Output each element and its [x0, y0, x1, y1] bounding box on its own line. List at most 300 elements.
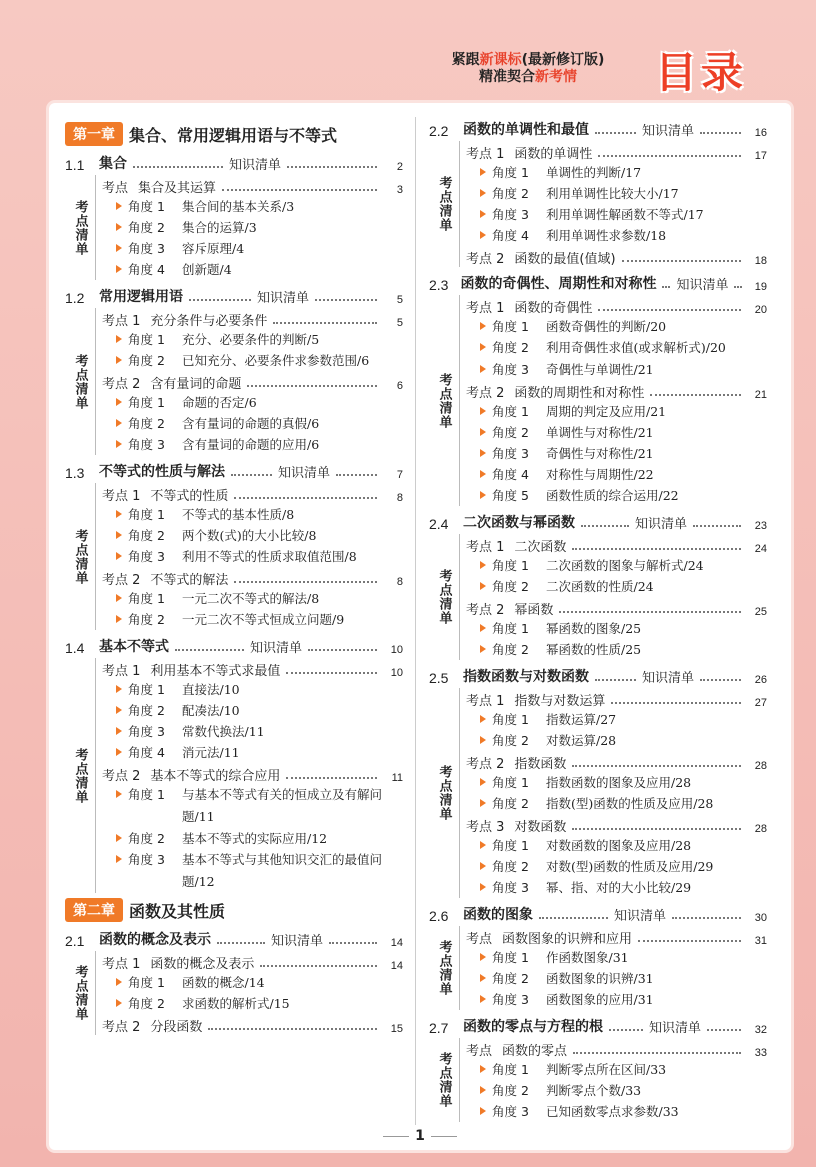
chapter-heading — [65, 897, 403, 923]
section-number: 1.3 — [65, 465, 85, 481]
jiaodu-label: 角度 1 — [492, 558, 529, 573]
kaodian-entry[interactable] — [466, 141, 767, 162]
triangle-bullet-icon — [480, 974, 486, 982]
section-number: 1.2 — [65, 290, 85, 306]
jiaodu-label: 角度 2 — [128, 528, 165, 543]
jiaodu-entry[interactable] — [102, 434, 403, 455]
section-page: 7 — [396, 469, 404, 481]
jiaodu-label: 角度 3 — [128, 549, 165, 564]
kaodian-block — [429, 141, 767, 267]
jiaodu-entry[interactable] — [466, 856, 767, 877]
kaodian-title: 指数函数 — [514, 757, 567, 772]
kaodian-title: 二次函数 — [514, 540, 567, 555]
kaodian-page: 3 — [396, 184, 403, 196]
triangle-bullet-icon — [480, 491, 486, 499]
jiaodu-label: 角度 4 — [128, 745, 165, 760]
section-page: 30 — [754, 912, 768, 924]
dot-leader — [598, 309, 741, 311]
jiaodu-text: 函数图象的识辨/31 — [546, 971, 654, 986]
dot-leader — [595, 132, 636, 134]
kaodian-entry[interactable] — [102, 658, 403, 679]
section-number: 2.5 — [429, 670, 449, 686]
dot-leader — [662, 286, 670, 288]
toc-section — [65, 634, 403, 893]
dot-leader — [286, 777, 377, 779]
jiaodu-entry[interactable] — [466, 772, 767, 793]
dot-leader — [308, 649, 377, 651]
jiaodu-entry[interactable] — [102, 588, 403, 609]
kaodian-side-text: 考点清单 — [72, 965, 88, 1021]
kaodian-page: 8 — [396, 492, 403, 504]
jiaodu-text: 函数性质的综合运用/22 — [546, 488, 679, 503]
jiaodu-label: 角度 3 — [492, 992, 529, 1007]
dot-leader — [700, 679, 741, 681]
section-title: 二次函数与幂函数 — [463, 515, 575, 531]
section-title: 函数的单调性和最值 — [463, 122, 589, 138]
kaodian-title: 基本不等式的综合应用 — [150, 769, 281, 784]
triangle-bullet-icon — [480, 365, 486, 373]
jiaodu-text: 已知充分、必要条件求参数范围/6 — [182, 353, 370, 368]
triangle-bullet-icon — [480, 189, 486, 197]
kaodian-block — [65, 658, 403, 893]
jiaodu-entry[interactable] — [466, 464, 767, 485]
section-number: 1.4 — [65, 640, 85, 656]
triangle-bullet-icon — [116, 748, 122, 756]
triangle-bullet-icon — [116, 531, 122, 539]
jiaodu-text: 幂、指、对的大小比较/29 — [546, 880, 692, 895]
kaodian-label: 考点 — [466, 932, 493, 947]
section-title: 指数函数与对数函数 — [463, 669, 589, 685]
left-column — [65, 117, 403, 1039]
kaodian-title: 函数图象的识辨和应用 — [502, 932, 633, 947]
jiaodu-label: 角度 2 — [492, 642, 529, 657]
jiaodu-text: 已知函数零点求参数/33 — [546, 1104, 679, 1119]
jiaodu-entry[interactable] — [102, 392, 403, 413]
toc-section — [65, 151, 403, 280]
triangle-bullet-icon — [480, 343, 486, 351]
jiaodu-entry[interactable] — [102, 525, 403, 546]
section-number: 2.7 — [429, 1020, 449, 1036]
jiaodu-text: 与基本不等式有关的恒成立及有解问题/11 — [182, 787, 383, 824]
chapter-heading — [65, 121, 403, 147]
jiaodu-label: 角度 1 — [492, 775, 529, 790]
jiaodu-text: 判断零点个数/33 — [546, 1083, 642, 1098]
jiaodu-entry[interactable] — [466, 793, 767, 814]
jiaodu-entry[interactable] — [102, 828, 403, 849]
kaodian-list — [95, 175, 403, 280]
triangle-bullet-icon — [116, 999, 122, 1007]
kaodian-page: 5 — [396, 317, 403, 329]
dot-leader — [609, 1029, 643, 1031]
jiaodu-label: 角度 3 — [492, 362, 529, 377]
toc-section — [429, 510, 767, 660]
jiaodu-text: 利用奇偶性求值(或求解析式)/20 — [546, 340, 726, 355]
kaodian-page: 33 — [754, 1047, 767, 1059]
jiaodu-text: 创新题/4 — [182, 262, 232, 277]
section-entry[interactable] — [429, 664, 767, 686]
jiaodu-text: 直接法/10 — [182, 682, 240, 697]
dot-leader — [286, 672, 377, 674]
jiaodu-entry[interactable] — [466, 877, 767, 898]
jiaodu-entry[interactable] — [466, 162, 767, 183]
kaodian-label: 考点 3 — [466, 820, 505, 835]
triangle-bullet-icon — [480, 1107, 486, 1115]
section-number: 2.3 — [429, 277, 449, 293]
kaodian-title: 函数的周期性和对称性 — [514, 386, 645, 401]
jiaodu-label: 角度 1 — [492, 404, 529, 419]
jiaodu-entry[interactable] — [102, 784, 403, 828]
kaodian-entry[interactable] — [466, 295, 767, 316]
section-entry[interactable] — [429, 117, 767, 139]
jiaodu-text: 集合间的基本关系/3 — [182, 199, 295, 214]
kaodian-title: 充分条件与必要条件 — [150, 314, 268, 329]
kaodian-entry[interactable] — [102, 308, 403, 329]
section-entry[interactable] — [429, 510, 767, 532]
triangle-bullet-icon — [116, 594, 122, 602]
jiaodu-text: 判断零点所在区间/33 — [546, 1062, 667, 1077]
knowledge-list-label: 知识清单 — [271, 934, 324, 949]
kaodian-side-label — [65, 175, 95, 280]
jiaodu-text: 周期的判定及应用/21 — [546, 404, 667, 419]
section-page: 26 — [754, 674, 768, 686]
jiaodu-text: 作函数图象/31 — [546, 950, 629, 965]
jiaodu-text: 指数(型)函数的性质及应用/28 — [546, 796, 714, 811]
jiaodu-text: 函数的概念/14 — [182, 975, 265, 990]
jiaodu-entry[interactable] — [466, 968, 767, 989]
jiaodu-entry[interactable] — [466, 947, 767, 968]
jiaodu-entry[interactable] — [466, 555, 767, 576]
slogan: 紧跟新课标(最新修订版) 精准契合新考情 — [451, 52, 605, 85]
kaodian-entry[interactable] — [466, 380, 767, 401]
section-number: 2.2 — [429, 123, 449, 139]
jiaodu-entry[interactable] — [466, 709, 767, 730]
section-entry[interactable] — [429, 1014, 767, 1036]
jiaodu-entry[interactable] — [466, 1059, 767, 1080]
triangle-bullet-icon — [480, 582, 486, 590]
triangle-bullet-icon — [116, 855, 122, 863]
kaodian-entry[interactable] — [466, 814, 767, 835]
triangle-bullet-icon — [116, 552, 122, 560]
knowledge-list-label: 知识清单 — [278, 466, 331, 481]
jiaodu-text: 单调性的判断/17 — [546, 165, 642, 180]
triangle-bullet-icon — [116, 244, 122, 252]
jiaodu-text: 一元二次不等式的解法/8 — [182, 591, 320, 606]
section-page: 10 — [390, 644, 404, 656]
jiaodu-entry[interactable] — [102, 993, 403, 1014]
triangle-bullet-icon — [116, 419, 122, 427]
kaodian-page: 11 — [391, 772, 403, 784]
kaodian-entry[interactable] — [102, 951, 403, 972]
kaodian-title: 集合及其运算 — [138, 181, 217, 196]
jiaodu-entry[interactable] — [466, 204, 767, 225]
triangle-bullet-icon — [480, 736, 486, 744]
kaodian-title: 对数函数 — [514, 820, 567, 835]
jiaodu-entry[interactable] — [466, 422, 767, 443]
jiaodu-text: 函数奇偶性的判断/20 — [546, 319, 667, 334]
section-title: 常用逻辑用语 — [99, 289, 183, 305]
jiaodu-entry[interactable] — [102, 329, 403, 350]
jiaodu-text: 充分、必要条件的判断/5 — [182, 332, 320, 347]
kaodian-side-text: 考点清单 — [436, 765, 452, 821]
triangle-bullet-icon — [480, 428, 486, 436]
kaodian-page: 27 — [754, 697, 767, 709]
dot-leader — [573, 1052, 741, 1054]
kaodian-label: 考点 2 — [466, 386, 505, 401]
knowledge-list-label: 知识清单 — [642, 671, 695, 686]
kaodian-label: 考点 1 — [466, 147, 505, 162]
kaodian-entry[interactable] — [102, 763, 403, 784]
dot-leader — [572, 548, 741, 550]
triangle-bullet-icon — [480, 561, 486, 569]
section-page: 23 — [754, 520, 768, 532]
section-number: 2.4 — [429, 516, 449, 532]
jiaodu-text: 利用不等式的性质求取值范围/8 — [182, 549, 357, 564]
kaodian-block — [65, 483, 403, 630]
jiaodu-entry[interactable] — [102, 350, 403, 371]
kaodian-side-label — [65, 658, 95, 893]
jiaodu-text: 指数函数的图象及应用/28 — [546, 775, 692, 790]
kaodian-entry[interactable] — [466, 751, 767, 772]
section-title: 函数的概念及表示 — [99, 932, 211, 948]
triangle-bullet-icon — [116, 834, 122, 842]
kaodian-block — [429, 534, 767, 660]
jiaodu-entry[interactable] — [102, 972, 403, 993]
jiaodu-text: 不等式的基本性质/8 — [182, 507, 295, 522]
dot-leader — [672, 917, 741, 919]
knowledge-list-label: 知识清单 — [649, 1021, 702, 1036]
jiaodu-text: 对称性与周期性/22 — [546, 467, 654, 482]
jiaodu-entry[interactable] — [102, 546, 403, 567]
kaodian-entry[interactable] — [102, 567, 403, 588]
kaodian-entry[interactable] — [466, 688, 767, 709]
kaodian-side-label — [429, 141, 459, 267]
dot-leader — [208, 1028, 377, 1030]
jiaodu-entry[interactable] — [466, 485, 767, 506]
jiaodu-entry[interactable] — [102, 196, 403, 217]
kaodian-entry[interactable] — [102, 175, 403, 196]
jiaodu-entry[interactable] — [466, 359, 767, 380]
kaodian-page: 14 — [390, 960, 403, 972]
jiaodu-label: 角度 4 — [128, 262, 165, 277]
jiaodu-entry[interactable] — [102, 238, 403, 259]
jiaodu-entry[interactable] — [466, 835, 767, 856]
jiaodu-entry[interactable] — [466, 1101, 767, 1122]
knowledge-list-label: 知识清单 — [642, 124, 695, 139]
jiaodu-entry[interactable] — [466, 316, 767, 337]
section-entry[interactable] — [429, 902, 767, 924]
page-title: 目录 — [655, 48, 748, 97]
kaodian-block — [429, 688, 767, 898]
section-page: 5 — [396, 294, 404, 306]
jiaodu-label: 角度 1 — [492, 838, 529, 853]
kaodian-label: 考点 2 — [102, 1020, 141, 1035]
section-entry[interactable] — [65, 634, 403, 656]
jiaodu-entry[interactable] — [102, 679, 403, 700]
section-title: 函数的奇偶性、周期性和对称性 — [460, 276, 657, 292]
triangle-bullet-icon — [480, 322, 486, 330]
jiaodu-entry[interactable] — [466, 989, 767, 1010]
jiaodu-text: 利用单调性解函数不等式/17 — [546, 207, 704, 222]
jiaodu-entry[interactable] — [466, 639, 767, 660]
triangle-bullet-icon — [480, 715, 486, 723]
kaodian-label: 考点 1 — [102, 664, 141, 679]
jiaodu-entry[interactable] — [466, 443, 767, 464]
jiaodu-label: 角度 1 — [492, 950, 529, 965]
jiaodu-entry[interactable] — [466, 225, 767, 246]
section-page: 2 — [396, 161, 404, 173]
jiaodu-text: 基本不等式的实际应用/12 — [182, 831, 328, 846]
kaodian-entry[interactable] — [466, 246, 767, 267]
chapter-tag: 第二章 — [65, 898, 123, 922]
triangle-bullet-icon — [480, 231, 486, 239]
chapter-title: 集合、常用逻辑用语与不等式 — [129, 125, 338, 145]
jiaodu-label: 角度 1 — [128, 787, 165, 802]
kaodian-side-label — [429, 534, 459, 660]
kaodian-title: 函数的概念及表示 — [150, 957, 255, 972]
jiaodu-entry[interactable] — [102, 849, 403, 893]
kaodian-title: 不等式的性质 — [150, 489, 229, 504]
kaodian-title: 分段函数 — [150, 1020, 203, 1035]
jiaodu-label: 角度 1 — [128, 199, 165, 214]
kaodian-label: 考点 2 — [102, 769, 141, 784]
jiaodu-label: 角度 2 — [492, 1083, 529, 1098]
jiaodu-text: 容斥原理/4 — [182, 241, 245, 256]
kaodian-side-text: 考点清单 — [72, 528, 88, 585]
jiaodu-entry[interactable] — [466, 1080, 767, 1101]
triangle-bullet-icon — [480, 995, 486, 1003]
jiaodu-text: 幂函数的性质/25 — [546, 642, 642, 657]
triangle-bullet-icon — [116, 685, 122, 693]
kaodian-label: 考点 1 — [102, 957, 141, 972]
jiaodu-text: 利用单调性比较大小/17 — [546, 186, 679, 201]
kaodian-entry[interactable] — [102, 1014, 403, 1035]
jiaodu-text: 函数图象的应用/31 — [546, 992, 654, 1007]
toc-section — [65, 927, 403, 1035]
jiaodu-entry[interactable] — [466, 618, 767, 639]
section-title: 函数的图象 — [463, 907, 533, 923]
kaodian-list — [95, 951, 403, 1035]
jiaodu-label: 角度 2 — [492, 425, 529, 440]
dot-leader — [700, 132, 741, 134]
kaodian-block — [429, 1038, 767, 1122]
jiaodu-text: 常数代换法/11 — [182, 724, 265, 739]
jiaodu-entry[interactable] — [466, 337, 767, 359]
knowledge-list-label: 知识清单 — [257, 291, 310, 306]
kaodian-page: 25 — [754, 606, 767, 618]
section-title: 集合 — [99, 156, 127, 172]
kaodian-entry[interactable] — [102, 371, 403, 392]
jiaodu-entry[interactable] — [102, 609, 403, 630]
jiaodu-entry[interactable] — [102, 504, 403, 525]
section-entry[interactable] — [65, 284, 403, 306]
knowledge-list-label: 知识清单 — [635, 517, 688, 532]
kaodian-page: 31 — [754, 935, 767, 947]
section-entry[interactable] — [429, 271, 767, 293]
jiaodu-label: 角度 5 — [492, 488, 529, 503]
kaodian-entry[interactable] — [466, 534, 767, 555]
kaodian-side-text: 考点清单 — [436, 176, 452, 232]
header — [0, 0, 816, 112]
kaodian-page: 8 — [396, 576, 403, 588]
triangle-bullet-icon — [480, 953, 486, 961]
kaodian-page: 10 — [390, 667, 403, 679]
jiaodu-entry[interactable] — [466, 183, 767, 204]
kaodian-page: 17 — [754, 150, 767, 162]
kaodian-label: 考点 2 — [466, 603, 505, 618]
jiaodu-entry[interactable] — [466, 730, 767, 751]
toc-section — [429, 271, 767, 506]
section-entry[interactable] — [65, 927, 403, 949]
kaodian-title: 函数的最值(值域) — [514, 252, 616, 267]
triangle-bullet-icon — [116, 202, 122, 210]
triangle-bullet-icon — [116, 398, 122, 406]
kaodian-entry[interactable] — [466, 926, 767, 947]
triangle-bullet-icon — [480, 778, 486, 786]
kaodian-side-label — [65, 308, 95, 455]
toc-section — [429, 1014, 767, 1122]
kaodian-side-label — [429, 1038, 459, 1122]
dot-leader — [595, 679, 636, 681]
kaodian-list — [95, 658, 403, 893]
kaodian-label: 考点 — [466, 1044, 493, 1059]
column-divider — [415, 117, 416, 1125]
jiaodu-entry[interactable] — [102, 721, 403, 742]
kaodian-label: 考点 2 — [102, 573, 141, 588]
kaodian-list — [459, 1038, 767, 1122]
page-number: 1 — [49, 1128, 791, 1144]
knowledge-list-label: 知识清单 — [229, 158, 282, 173]
jiaodu-label: 角度 2 — [492, 796, 529, 811]
jiaodu-entry[interactable] — [102, 259, 403, 280]
kaodian-side-text: 考点清单 — [436, 372, 452, 429]
kaodian-entry[interactable] — [466, 597, 767, 618]
kaodian-entry[interactable] — [466, 1038, 767, 1059]
dot-leader — [572, 765, 741, 767]
kaodian-label: 考点 2 — [102, 377, 141, 392]
kaodian-label: 考点 — [102, 181, 129, 196]
jiaodu-label: 角度 2 — [492, 859, 529, 874]
kaodian-side-label — [429, 926, 459, 1010]
kaodian-side-text: 考点清单 — [436, 940, 452, 996]
triangle-bullet-icon — [480, 168, 486, 176]
toc-section — [429, 117, 767, 267]
section-page: 32 — [754, 1024, 768, 1036]
jiaodu-label: 角度 3 — [492, 446, 529, 461]
kaodian-side-label — [65, 483, 95, 630]
knowledge-list-label: 知识清单 — [676, 278, 729, 293]
jiaodu-entry[interactable] — [102, 742, 403, 763]
jiaodu-entry[interactable] — [466, 576, 767, 597]
section-entry[interactable] — [65, 151, 403, 173]
jiaodu-entry[interactable] — [102, 217, 403, 238]
jiaodu-entry[interactable] — [102, 413, 403, 434]
kaodian-side-text: 考点清单 — [436, 569, 452, 625]
jiaodu-entry[interactable] — [466, 401, 767, 422]
kaodian-entry[interactable] — [102, 483, 403, 504]
kaodian-page: 28 — [754, 823, 767, 835]
jiaodu-entry[interactable] — [102, 700, 403, 721]
section-entry[interactable] — [65, 459, 403, 481]
jiaodu-text: 命题的否定/6 — [182, 395, 257, 410]
section-number: 2.6 — [429, 908, 449, 924]
jiaodu-label: 角度 1 — [492, 1062, 529, 1077]
knowledge-list-label: 知识清单 — [250, 641, 303, 656]
triangle-bullet-icon — [116, 223, 122, 231]
section-page: 14 — [390, 937, 404, 949]
kaodian-list — [459, 926, 767, 1010]
dot-leader — [234, 581, 377, 583]
kaodian-page: 18 — [754, 255, 767, 267]
